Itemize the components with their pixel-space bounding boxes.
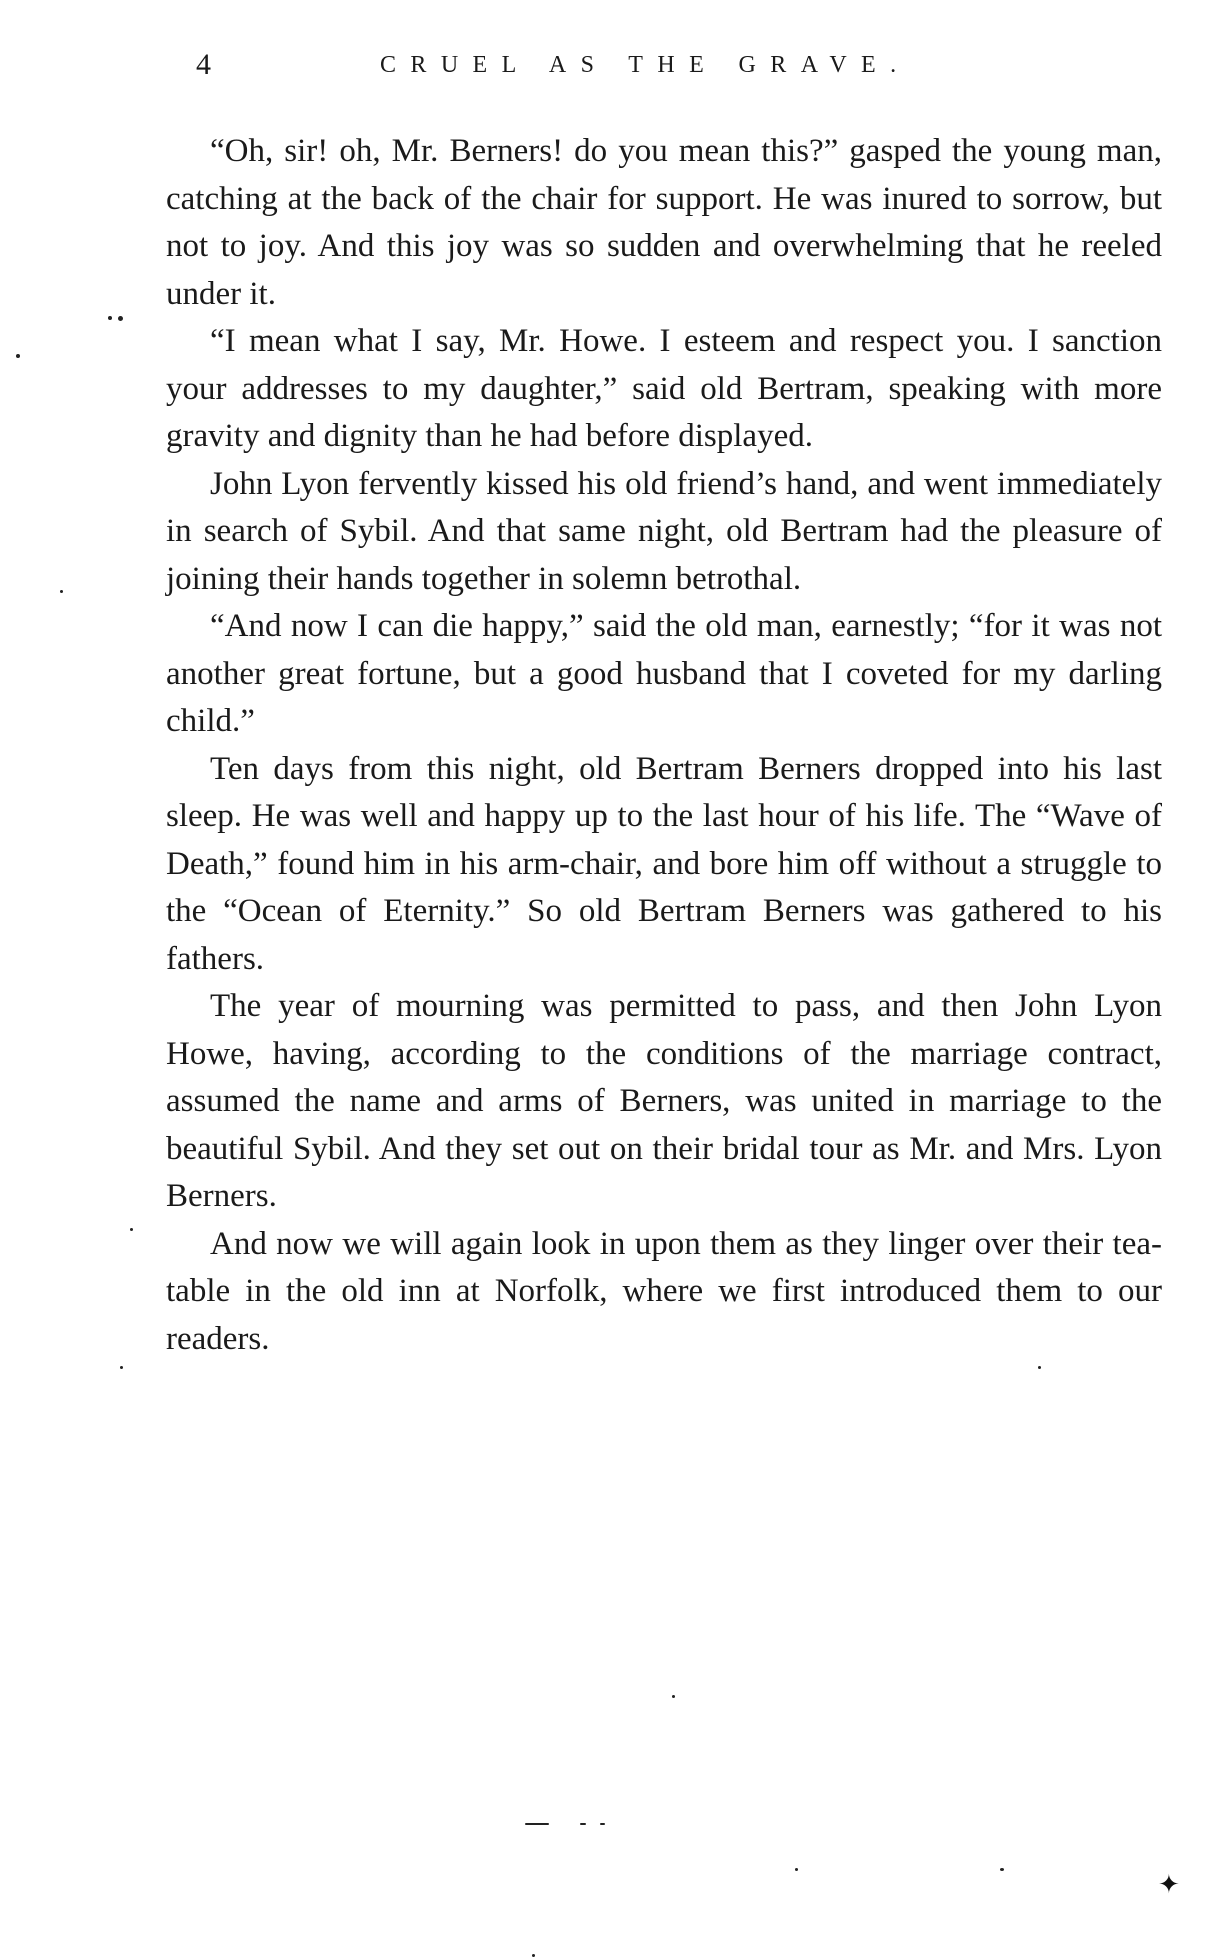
scan-speck	[16, 354, 20, 358]
paragraph-4: “And now I can die happy,” said the old man, earnestly; “for it was not another great fortune, but a good husband that I coveted for my darling child.”	[166, 608, 1162, 739]
paragraph-6: The year of mourning was permitted to pass, and then John Lyon Howe, having, according to the conditions of the marriage contract, assumed the name and arms of Berners, was united in marriage to the beautiful Sybil. And they set out on their bridal tour as Mr. and Mrs. Lyon Berners.	[166, 988, 1162, 1214]
scan-speck	[795, 1868, 798, 1871]
scan-speck	[1000, 1868, 1004, 1871]
scan-speck	[60, 590, 63, 593]
scan-speck	[1038, 1366, 1041, 1369]
body-text	[166, 128, 1162, 1363]
page-number: 4	[196, 48, 211, 81]
scan-speck	[525, 1823, 549, 1825]
paragraph-5: Ten days from this night, old Bertram Berners dropped into his last sleep. He was well and happy up to the last hour of his life. The “Wave of Death,” found him in his arm-chair, and bore him off without a struggle to the “Ocean of Eternity.” So old Bertram Berners was gathered to his fathers.	[166, 750, 1162, 977]
running-head: CRUEL AS THE GRAVE.	[380, 52, 911, 78]
paragraph-1: “Oh, sir! oh, Mr. Berners! do you mean this?” gasped the young man, catching at the back of the chair for support. He was inured to sorrow, but not to joy. And this joy was so sudden and overwhelming that he reeled under it.	[166, 133, 1162, 312]
printer-mark-icon: ✦	[1158, 1870, 1180, 1900]
paragraph-2: “I mean what I say, Mr. Howe. I esteem and respect you. I sanction your addresses to my daughter,” said old Bertram, speaking with more gravity and dignity than he had before displayed.	[166, 323, 1162, 454]
scan-speck	[108, 316, 112, 320]
scan-speck	[118, 316, 123, 321]
scan-speck	[120, 1366, 123, 1369]
scan-speck	[130, 1228, 133, 1231]
paragraph-7: And now we will again look in upon them as they linger over their tea-table in the old inn at Norfolk, where we first introduced them to our readers.	[166, 1225, 1162, 1357]
scan-speck	[600, 1823, 605, 1825]
scan-speck	[672, 1695, 675, 1698]
scan-speck	[580, 1823, 586, 1825]
paragraph-3: John Lyon fervently kissed his old friend’s hand, and went immediately in search of Sybil. And that same night, old Bertram had the pleasure of joining their hands together in solemn betrothal.	[166, 465, 1162, 597]
